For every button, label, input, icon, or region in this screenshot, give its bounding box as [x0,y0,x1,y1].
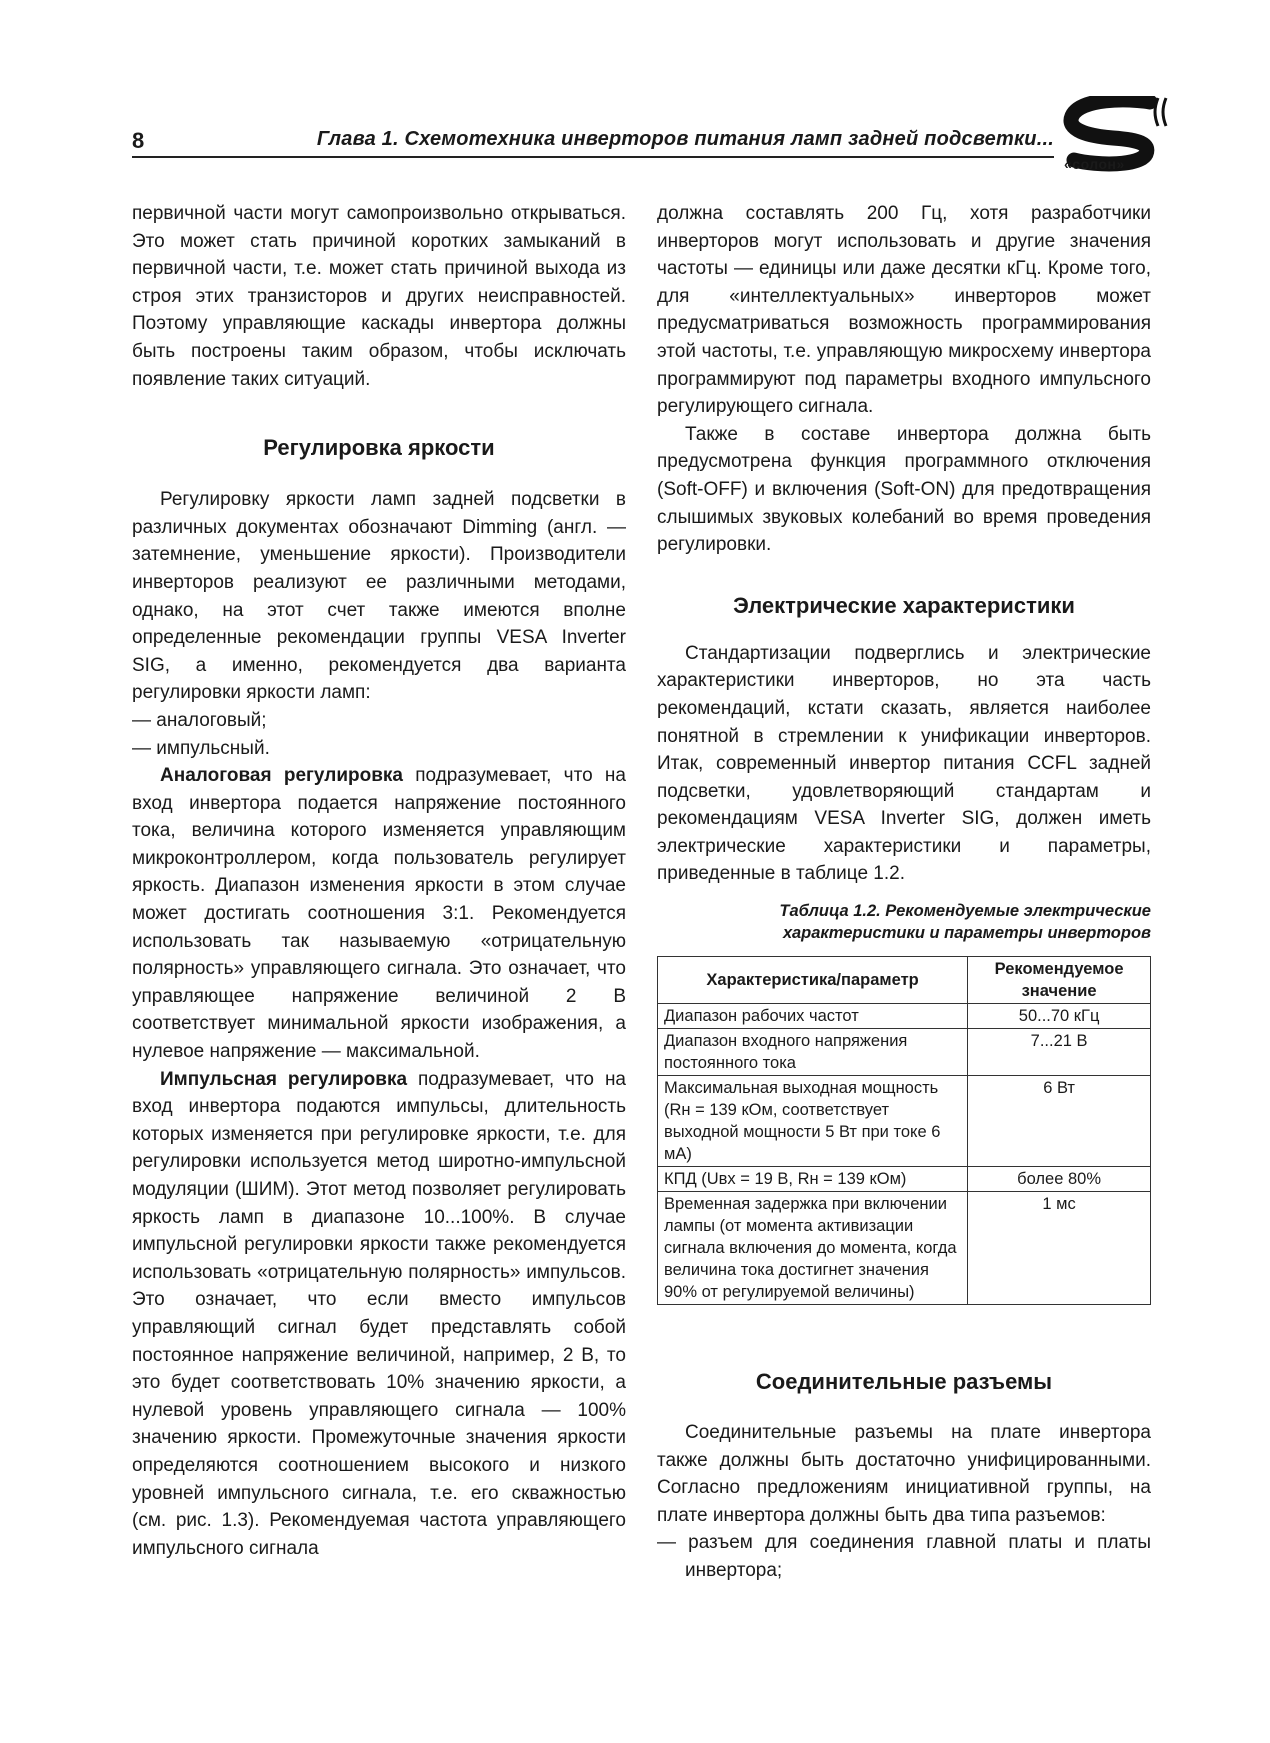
page-header [132,128,1054,158]
table-caption-line: характеристики и параметры инверторов [783,924,1151,943]
paragraph: Также в составе инвертора должна быть предусмотрена функция программного отключения (Soft-OFF) и включения (Soft-ON) для предотвращения слышимых звуковых колебаний во время проведения регулировки. [657,423,1151,556]
paragraph-analog [132,762,626,1066]
table-cell: более 80% [968,1167,1151,1192]
paragraph-pulse [132,1066,626,1563]
paragraph: первичной части могут самопроизвольно открываться. Это может стать причиной коротких замыканий в первичной части, т.е. может стать причиной выхода из строя этих транзисторов и других неисправностей. Поэтому управляющие каскады инвертора должны быть построены таким образом, чтобы исключать появление таких ситуаций. [132,203,626,390]
paragraph: Соединительные разъемы на плате инвертора также должны быть достаточно унифицированными. Согласно предложениям инициативной группы, на плате инвертора должны быть два типа разъемов: [657,1422,1151,1526]
section-heading-brightness: Регулировка яркости [263,435,495,461]
left-column [132,200,626,1562]
table-cell: Диапазон рабочих частот [658,1004,968,1029]
header-rule [132,156,1054,158]
table-caption [657,900,1151,944]
table-cell: КПД (Uвх = 19 В, Rн = 139 кОм) [658,1167,968,1192]
table-row [658,1029,1151,1076]
table-header: Рекомендуемое значение [968,957,1151,1004]
table-row [658,1076,1151,1167]
analog-text: подразумевает, что на вход инвертора подается напряжение постоянного тока, величина которого изменяется управляющим микроконтроллером, когда пользователь регулирует яркость. Диапазон изменения яркости в этом случае может достигать соотношения 3:1. Рекомендуется использовать так называемую «отрицательную полярность» управляющего сигнала. Это означает, что управляющее напряжение величиной 2 В соответствует минимальной яркости изображения, а нулевое напряжение — максимальной. [132,765,626,1063]
table-row [658,1192,1151,1305]
table-cell: 6 Вт [968,1076,1151,1167]
paragraph: Регулировку яркости ламп задней подсветки в различных документах обозначают Dimming (англ. — затемнение, уменьшение яркости). Производители инверторов реализуют ее различными методами, однако, на этот счет также имеются вполне определенные рекомендации группы VESA Inverter SIG, а именно, рекомендуется два варианта регулировки яркости ламп: [132,489,626,704]
list-item: — аналоговый; [132,709,267,731]
running-title: Глава 1. Схемотехника инверторов питания ламп задней подсветки... [316,128,1054,150]
parameters-table [657,956,1151,1305]
term-pulse: Импульсная регулировка [160,1068,408,1090]
term-analog: Аналоговая регулировка [160,765,403,787]
table-cell: 50...70 кГц [968,1004,1151,1029]
section-heading-connectors: Соединительные разъемы [755,1369,1053,1395]
paragraph: Стандартизации подверглись и электрические характеристики инверторов, но эта часть рекомендаций, кстати сказать, является наиболее понятной в стремлении к унификации инверторов. Итак, современный инвертор питания CCFL задней подсветки, удовлетворяющий стандартам и рекомендациям VESA Inverter SIG, должен иметь электрические характеристики и параметры, приведенные в таблице 1.2. [657,642,1151,885]
paragraph: должна составлять 200 Гц, хотя разработчики инверторов могут использовать и другие значения частоты — единицы или даже десятки кГц. Кроме того, для «интеллектуальных» инверторов может предусматриваться возможность программирования этой частоты, т.е. управляющую микросхему инвертора программируют под параметры входного импульсного регулирующего сигнала. [657,203,1151,418]
table-cell: Диапазон входного напряжения постоянного тока [658,1029,968,1076]
table-cell: Временная задержка при включении лампы (от момента активизации сигнала включения до момента, когда величина тока достигнет значения 90% от регулируемой величины) [658,1192,968,1305]
right-column [657,200,1151,1585]
list-item: — импульсный. [132,737,270,759]
table-row [658,1004,1151,1029]
pulse-text: подразумевает, что на вход инвертора подаются импульсы, длительность которых изменяется при регулировке яркости, т.е. для регулировки используется метод широтно-импульсной модуляции (ШИМ). Этот метод позволяет регулировать яркость ламп в диапазоне 10...100%. В случае импульсной регулировки яркости также рекомендуется использовать «отрицательную полярность» импульсов. Это означает, что если вместо импульсов управляющий сигнал будет представлять собой постоянное напряжение величиной, например, 2 В, то это будет соответствовать 10% значению яркости, а нулевой уровень управляющего сигнала — 100% значению яркости. Промежуточные значения яркости определяются соотношением высокого и низкого уровней импульсного сигнала, т.е. его скважностью (см. рис. 1.3). Рекомендуемая частота управляющего импульсного сигнала [132,1068,627,1559]
table-caption-line: Таблица 1.2. Рекомендуемые электрические [779,902,1151,921]
table-header-row [658,957,1151,1004]
table-cell: 7...21 В [968,1029,1151,1076]
table-header: Характеристика/параметр [658,957,968,1004]
table-cell: 1 мс [968,1192,1151,1305]
list-item: — разъем для соединения главной платы и платы инвертора; [657,1532,1151,1582]
publisher-logo-text: «солон» [1064,156,1125,172]
page-number: 8 [132,128,145,153]
table-row [658,1167,1151,1192]
table-cell: Максимальная выходная мощность (Rн = 139 кОм, соответствует выходной мощности 5 Вт при токе 6 мА) [658,1076,968,1167]
section-heading-electrical: Электрические характеристики [733,592,1075,618]
